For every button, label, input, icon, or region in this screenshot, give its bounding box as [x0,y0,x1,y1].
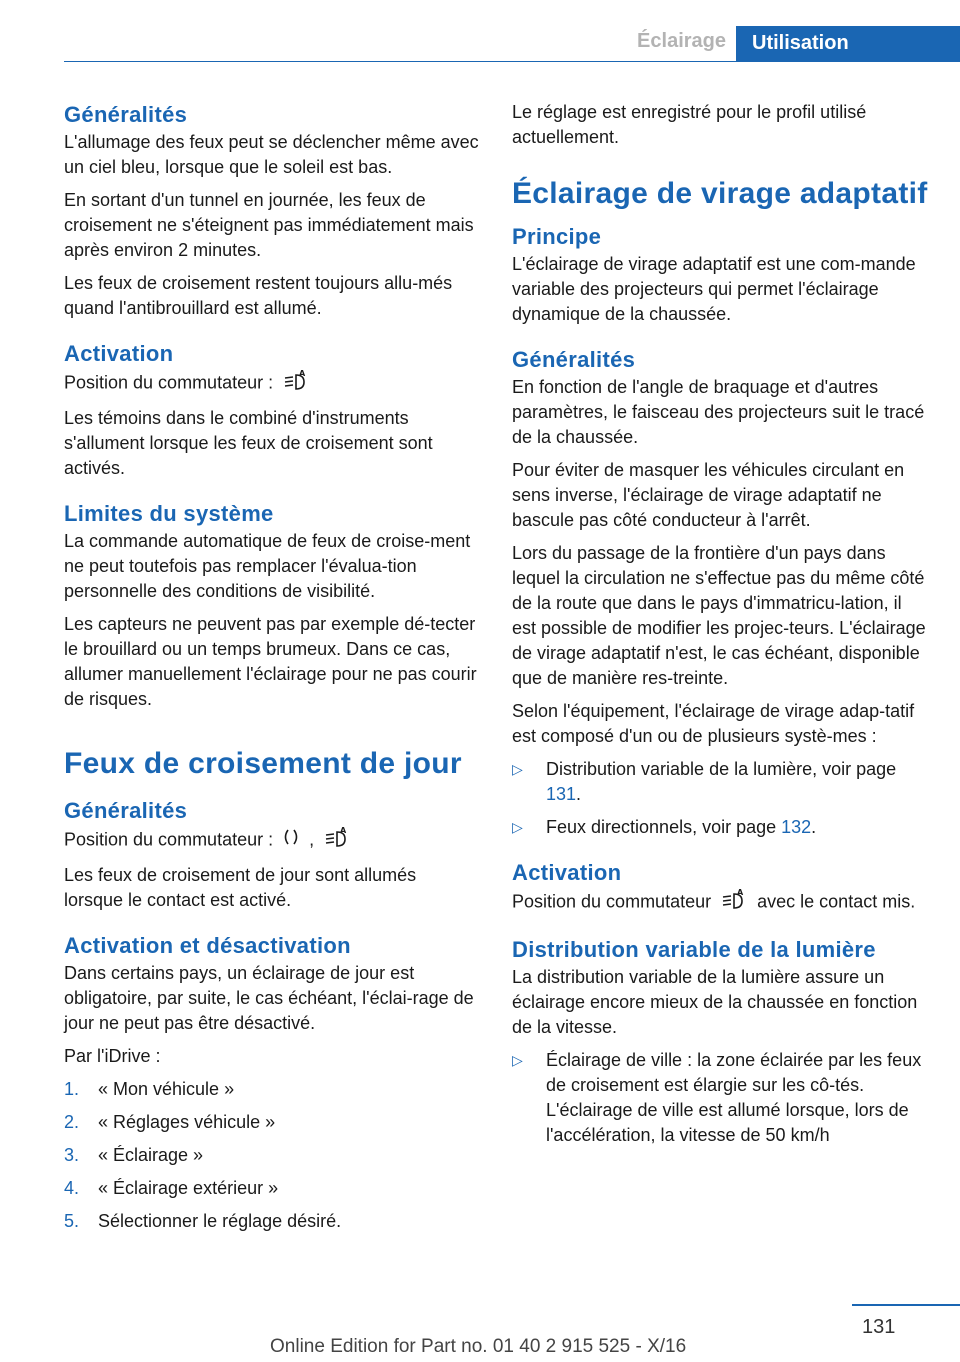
list-number: 5. [64,1211,80,1231]
paragraph: La distribution variable de la lumière assure un éclairage encore mieux de la chaussée en fonction de la vitesse. [512,967,918,1037]
heading-eclairage-virage: Éclairage de virage adaptatif [512,177,928,210]
left-column [64,100,480,1242]
page-link[interactable]: 132 [781,817,812,837]
paragraph: Les témoins dans le combiné d'instruments s'allument lorsque les feux de croisement sont activés. [64,408,433,478]
paragraph: L'éclairage de virage adaptatif est une com‐mande variable des projecteurs qui permet l'éclairage dynamique de la chaussée. [512,254,916,324]
header-rule [64,61,960,62]
page-link[interactable]: 131 [546,784,577,804]
idrive-steps [64,1077,480,1234]
triangle-bullet-icon: ▷ [512,1052,523,1068]
list-end: . [811,817,817,837]
edition-note: Online Edition for Part no. 01 40 2 915 525 - X/16 [270,1336,687,1357]
paragraph: Dans certains pays, un éclairage de jour est obligatoire, par suite, le cas échéant, l'éclai‐rage de jour ne peut pas être désactivé. [64,963,474,1033]
footer-rule [852,1304,960,1306]
heading-generalites-jour: Généralités [64,798,188,823]
paragraph-switch-position [64,826,480,855]
paragraph: Lors du passage de la frontière d'un pays dans lequel la circulation ne s'effectue pas du même côté de la route que dans le pays d'immatricu‐lation, il est possible de modifier les projec‐teurs. L'éclairage de virage adaptatif n'est, le cas échéant, disponible que de manière res‐treinte. [512,543,926,688]
list-text: Éclairage de ville : la zone éclairée par les feux de croisement est élargie sur les cô‐tés. L'éclairage de ville est allumé lorsque, lors de l'accélération, la vitesse de 50 km/h [546,1050,922,1145]
svg-text:A: A [299,369,306,378]
triangle-bullet-icon: ▷ [512,819,523,835]
parking-light-icon [282,826,300,855]
heading-generalites: Généralités [64,102,188,127]
heading-feux-jour: Feux de croisement de jour [64,747,462,780]
paragraph-switch-position [512,888,928,917]
paragraph: Selon l'équipement, l'éclairage de virage adap‐tatif est composé d'un ou de plusieurs systè‐mes : [512,701,915,746]
list-item [64,1110,480,1135]
systems-list [512,757,928,840]
heading-distribution: Distribution variable de la lumière [512,937,876,962]
paragraph: L'allumage des feux peut se déclencher même avec un ciel bleu, lorsque que le soleil est bas. [64,132,479,177]
auto-headlight-icon [323,826,351,855]
heading-activation: Activation [512,860,622,885]
list-text: « Mon véhicule » [98,1079,235,1099]
paragraph: En fonction de l'angle de braquage et d'autres paramètres, le faisceau des projecteurs suit le tracé de la chaussée. [512,377,925,447]
paragraph: Par l'iDrive : [64,1046,161,1066]
triangle-bullet-icon: ▷ [512,761,523,777]
list-text: Sélectionner le réglage désiré. [98,1211,342,1231]
paragraph-text: Position du commutateur : [64,372,274,393]
auto-headlight-icon [720,888,748,917]
header-section: Éclairage [637,30,726,52]
distribution-list [512,1048,928,1148]
list-item [64,1176,480,1201]
list-text: Feux directionnels, voir page [546,817,782,837]
paragraph: Les feux de croisement restent toujours allu‐més quand l'antibrouillard est allumé. [64,273,453,318]
list-item [64,1077,480,1102]
list-number: 4. [64,1178,80,1198]
heading-activation: Activation [64,341,174,366]
paragraph: Les capteurs ne peuvent pas par exemple dé‐tecter le brouillard ou un temps brumeux. Dans ce cas, allumer manuellement l'éclairage pour ne pas courir de risques. [64,614,477,709]
heading-principe: Principe [512,224,602,249]
paragraph: Les feux de croisement de jour sont allumés lorsque le contact est activé. [64,865,417,910]
list-item [512,1048,928,1148]
svg-text:A: A [340,826,347,835]
right-column [512,100,928,1156]
list-number: 1. [64,1079,80,1099]
page-header [0,26,960,62]
list-number: 3. [64,1145,80,1165]
paragraph-text: avec le contact mis. [757,891,916,912]
paragraph-text: Position du commutateur [512,891,712,912]
heading-limites: Limites du système [64,501,274,526]
separator: , [309,829,315,850]
header-tab: Utilisation [736,26,960,62]
page-number: 131 [862,1316,896,1338]
list-end: . [576,784,582,804]
paragraph-switch-position [64,369,480,398]
heading-activation-desactivation: Activation et désactivation [64,933,351,958]
list-text: « Éclairage extérieur » [98,1178,279,1198]
list-text: « Éclairage » [98,1145,204,1165]
heading-generalites: Généralités [512,347,636,372]
paragraph-text: Position du commutateur : [64,829,274,850]
auto-headlight-icon [282,369,310,398]
paragraph: En sortant d'un tunnel en journée, les feux de croisement ne s'éteignent pas immédiatement mais après environ 2 minutes. [64,190,474,260]
paragraph: Le réglage est enregistré pour le profil utilisé actuellement. [512,102,867,147]
list-item [64,1209,480,1234]
list-text: Distribution variable de la lumière, voir page [546,759,897,779]
paragraph: La commande automatique de feux de croise‐ment ne peut toutefois pas remplacer l'évalua‐tion personnelle des conditions de visibilité. [64,531,471,601]
list-item [512,757,928,807]
svg-text:A: A [737,888,744,897]
list-text: « Réglages véhicule » [98,1112,276,1132]
paragraph: Pour éviter de masquer les véhicules circulant en sens inverse, l'éclairage de virage adaptatif ne bascule pas côté conducteur à l'arrêt. [512,460,905,530]
list-item [512,815,928,840]
list-number: 2. [64,1112,80,1132]
list-item [64,1143,480,1168]
